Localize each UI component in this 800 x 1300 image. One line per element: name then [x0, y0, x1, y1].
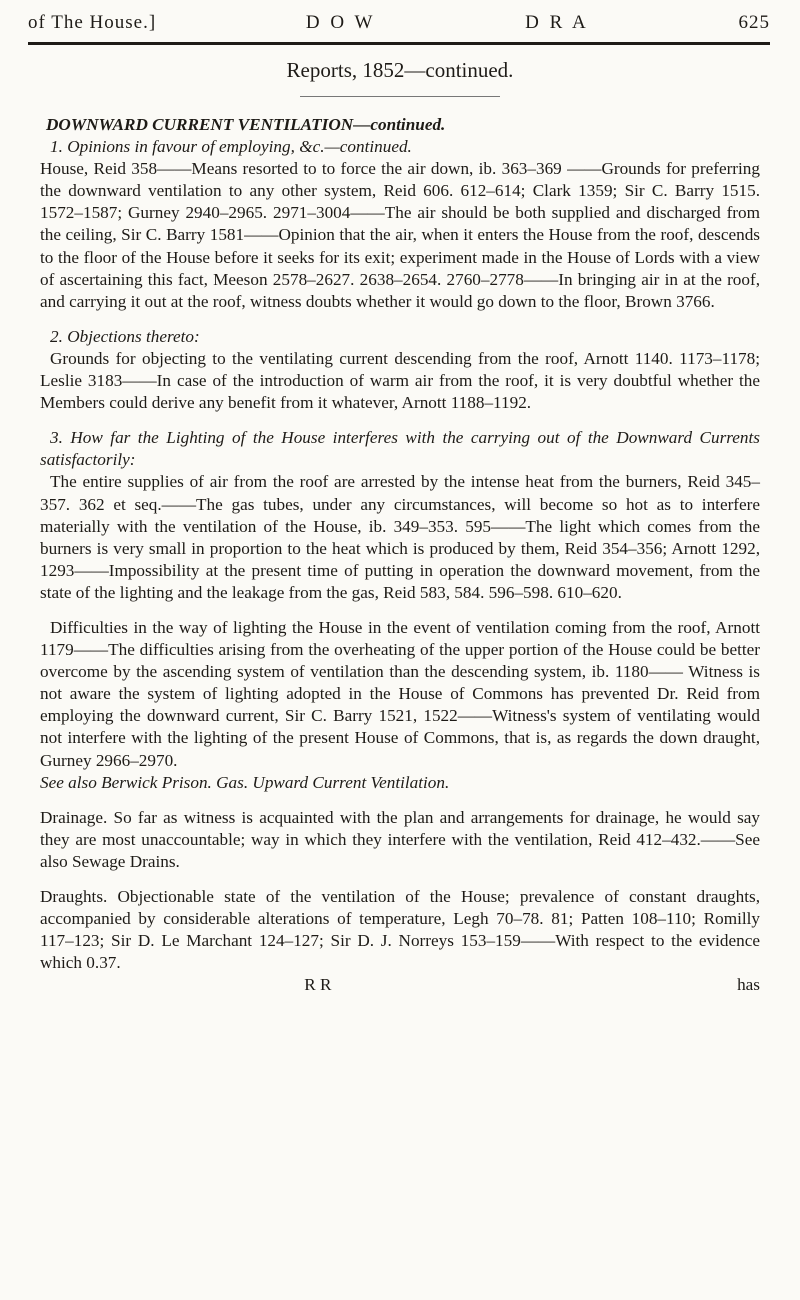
- running-header: [28, 12, 770, 34]
- page-footer: [40, 974, 760, 996]
- title-rule: [300, 96, 500, 97]
- spacer: [40, 604, 760, 617]
- index-body: [40, 114, 760, 996]
- paragraph-4: Difficulties in the way of lighting the House in the event of ventilation coming from the roof, Arnott 1179——The difficulties arising from the overheating of the upper portion of the House could be better overcome by the ascending system of ventilation than the descending system, ib. 1180—— Witness is not aware the system of lighting adopted in the House of Commons has prevented Dr. Reid from employing the downward current, Sir C. Barry 1521, 1522——Witness's system of ventilating would not interfere with the lighting of the present House of Commons, that is, as regards the down draught, Gurney 2966–2970.: [40, 617, 760, 770]
- item-2-heading: 2. Objections thereto:: [50, 326, 200, 346]
- paragraph-2: Grounds for objecting to the ventilating current descending from the roof, Arnott 1140. 1173–1178; Leslie 3183——In case of the introduction of warm air from the roof, it is very doubtful whether the Members could derive any benefit from it whatever, Arnott 1188–1192.: [40, 348, 760, 413]
- header-center: D O W: [305, 12, 376, 33]
- paragraph-draughts: Draughts. Objectionable state of the ventilation of the House; prevalence of constant draughts, accompanied by considerable alterations of temperature, Legh 70–78. 81; Patten 108–110; Romilly 117–123; Sir D. Le Marchant 124–127; Sir D. J. Norreys 153–159——With respect to the evidence which 0.37.: [40, 887, 760, 973]
- see-also-line: See also Berwick Prison. Gas. Upward Current Ventilation.: [40, 772, 450, 792]
- page-number: 625: [738, 12, 770, 33]
- paragraph-3: The entire supplies of air from the roof are arrested by the intense heat from the burners, Reid 345–357. 362 et seq.——The gas tubes, under any circumstances, will become so hot as to interfere materially with the ventilation of the House, ib. 349–353. 595——The light which comes from the burners is very small in proportion to the heat which is produced by them, Reid 354–356; Arnott 1292, 1293——Impossibility at the present time of putting in operation the downward movement, from the state of the lighting and the leakage from the gas, Reid 583, 584. 596–598. 610–620.: [40, 472, 760, 602]
- header-right-center: D R A: [525, 12, 589, 33]
- spacer: [40, 414, 760, 427]
- page-title: Reports, 1852—continued.: [286, 58, 514, 82]
- paragraph-1: House, Reid 358——Means resorted to to force the air down, ib. 363–369 ——Grounds for preferring the downward ventilation to any other system, Reid 606. 612–614; Clark 1359; Sir C. Barry 1515. 1572–1587; Gurney 2940–2965. 2971–3004——The air should be both supplied and discharged from the ceiling, Sir C. Barry 1581——Opinion that the air, when it enters the House from the roof, descends to the floor of the House before it seeks for its exit; experiment made in the House of Lords with a view of ascertaining this fact, Meeson 2578–2627. 2638–2654. 2760–2778——In bringing air in at the roof, and carrying it out at the roof, witness doubts whether it would go down to the floor, Brown 3766.: [40, 159, 760, 311]
- paragraph-drainage: Drainage. So far as witness is acquainted with the plan and arrangements for drainage, he would say they are most unaccountable; way in which they interfere with the ventilation, Reid 412–432.——See also Sewage Drains.: [40, 807, 760, 871]
- spacer: [40, 794, 760, 807]
- header-rule: [28, 42, 770, 45]
- item-1-heading: 1. Opinions in favour of employing, &c.—continued.: [50, 137, 412, 157]
- spacer: [40, 313, 760, 326]
- header-left: of The House.]: [28, 12, 157, 33]
- catchword: has: [737, 975, 760, 995]
- spacer: [40, 873, 760, 886]
- item-3-heading: 3. How far the Lighting of the House interferes with the carrying out of the Downward Currents satisfactorily:: [40, 428, 760, 470]
- section-heading: DOWNWARD CURRENT VENTILATION—continued.: [46, 115, 446, 134]
- signature-mark: R R: [304, 975, 332, 995]
